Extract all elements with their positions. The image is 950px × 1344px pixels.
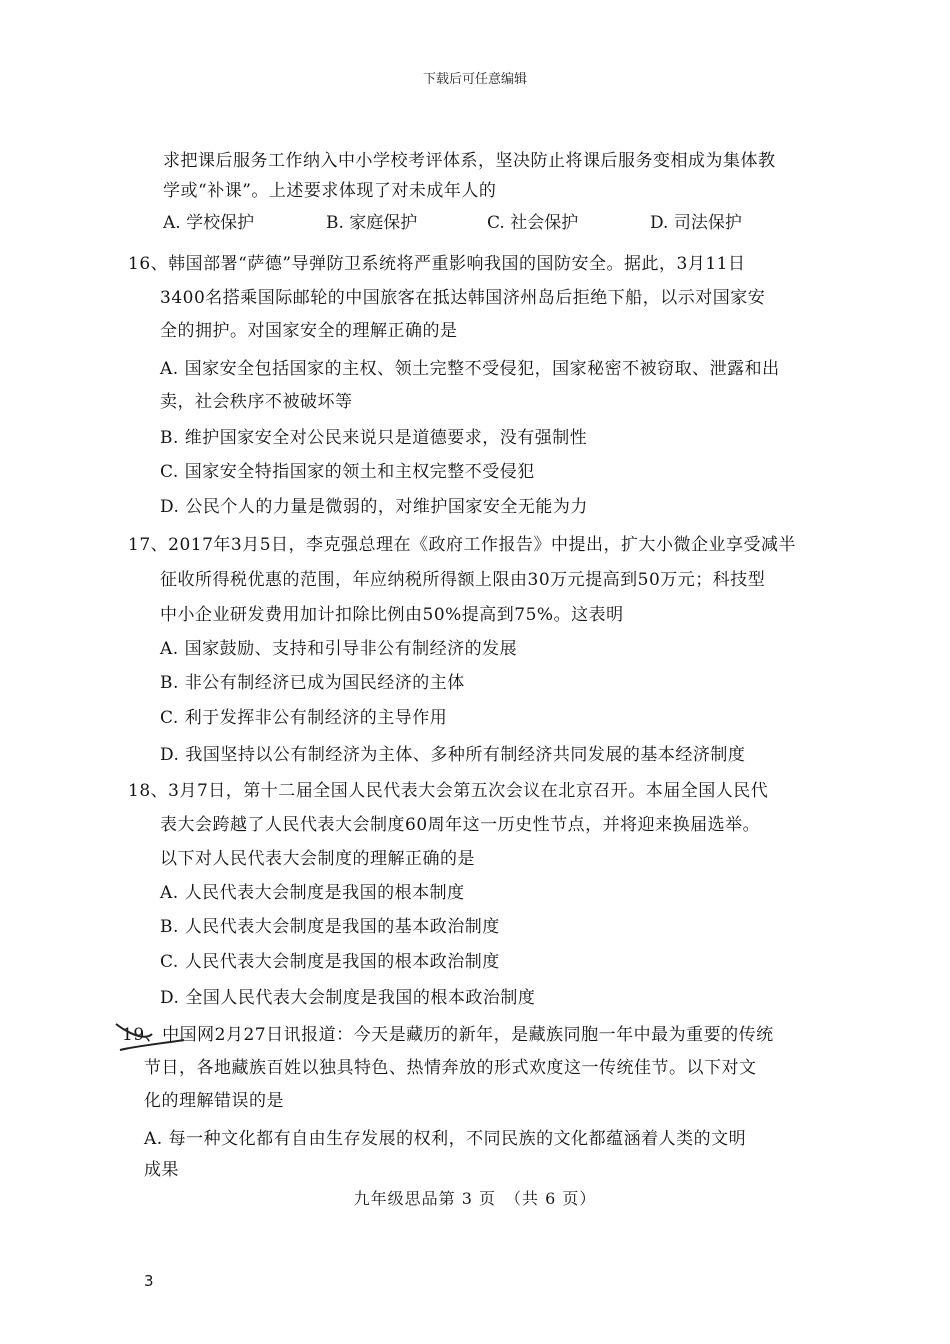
option-a: A. 国家鼓励、支持和引导非公有制经济的发展 xyxy=(160,639,518,659)
option-c: C. 人民代表大会制度是我国的根本政治制度 xyxy=(160,952,500,972)
option-b: B. 非公有制经济已成为国民经济的主体 xyxy=(160,673,465,693)
page-number: 3 xyxy=(144,1272,154,1290)
option-d: D. 司法保护 xyxy=(650,213,742,233)
text-line: 中小企业研发费用加计扣除比例由50%提高到75%。这表明 xyxy=(160,605,624,625)
text-line: 节日，各地藏族百姓以独具特色、热情奔放的形式欢度这一传统佳节。以下对文 xyxy=(144,1058,757,1078)
option-a: A. 学校保护 xyxy=(163,213,255,233)
option-b: B. 维护国家安全对公民来说只是道德要求，没有强制性 xyxy=(160,428,588,448)
text-line: 以下对人民代表大会制度的理解正确的是 xyxy=(160,849,475,869)
text-line: 征收所得税优惠的范围，年应纳税所得额上限由30万元提高到50万元；科技型 xyxy=(160,570,766,590)
question-16: 16、韩国部署“萨德”导弹防卫系统将严重影响我国的国防安全。据此，3月11日 xyxy=(128,254,746,274)
option-d: D. 全国人民代表大会制度是我国的根本政治制度 xyxy=(160,988,536,1008)
option-d: D. 我国坚持以公有制经济为主体、多种所有制经济共同发展的基本经济制度 xyxy=(160,745,746,765)
option-c: C. 利于发挥非公有制经济的主导作用 xyxy=(160,708,448,728)
header-note: 下载后可任意编辑 xyxy=(422,72,527,87)
question-18: 18、3月7日，第十二届全国人民代表大会第五次会议在北京召开。本届全国人民代 xyxy=(128,781,769,801)
option-a: A. 人民代表大会制度是我国的根本制度 xyxy=(160,883,465,903)
question-17: 17、2017年3月5日，李克强总理在《政府工作报告》中提出，扩大小微企业享受减半 xyxy=(128,535,797,555)
option-b: B. 家庭保护 xyxy=(326,213,418,233)
text-line: 全的拥护。对国家安全的理解正确的是 xyxy=(160,321,458,341)
text-line: 求把课后服务工作纳入中小学校考评体系，坚决防止将课后服务变相成为集体教 xyxy=(163,151,776,171)
option-c: C. 社会保护 xyxy=(487,213,579,233)
option-d: D. 公民个人的力量是微弱的，对维护国家安全无能为力 xyxy=(160,497,588,517)
question-19: 19、中国网2月27日讯报道：今天是藏历的新年，是藏族同胞一年中最为重要的传统 xyxy=(122,1025,774,1045)
text-line: 成果 xyxy=(144,1160,179,1180)
option-a: A. 每一种文化都有自由生存发展的权利，不同民族的文化都蕴涵着人类的文明 xyxy=(144,1129,747,1149)
text-line: 卖，社会秩序不被破坏等 xyxy=(160,392,353,412)
option-b: B. 人民代表大会制度是我国的基本政治制度 xyxy=(160,917,500,937)
text-line: 3400名搭乘国际邮轮的中国旅客在抵达韩国济州岛后拒绝下船，以示对国家安 xyxy=(160,288,766,308)
pen-scribble-icon xyxy=(112,1010,192,1070)
page-footer: 九年级思品第 3 页 （共 6 页） xyxy=(353,1189,597,1208)
option-a: A. 国家安全包括国家的主权、领土完整不受侵犯，国家秘密不被窃取、泄露和出 xyxy=(160,359,780,379)
text-line: 化的理解错误的是 xyxy=(144,1091,284,1111)
text-line: 表大会跨越了人民代表大会制度60周年这一历史性节点，并将迎来换届选举。 xyxy=(160,815,761,835)
option-c: C. 国家安全特指国家的领土和主权完整不受侵犯 xyxy=(160,462,535,482)
text-line: 学或“补课”。上述要求体现了对未成年人的 xyxy=(163,181,497,201)
